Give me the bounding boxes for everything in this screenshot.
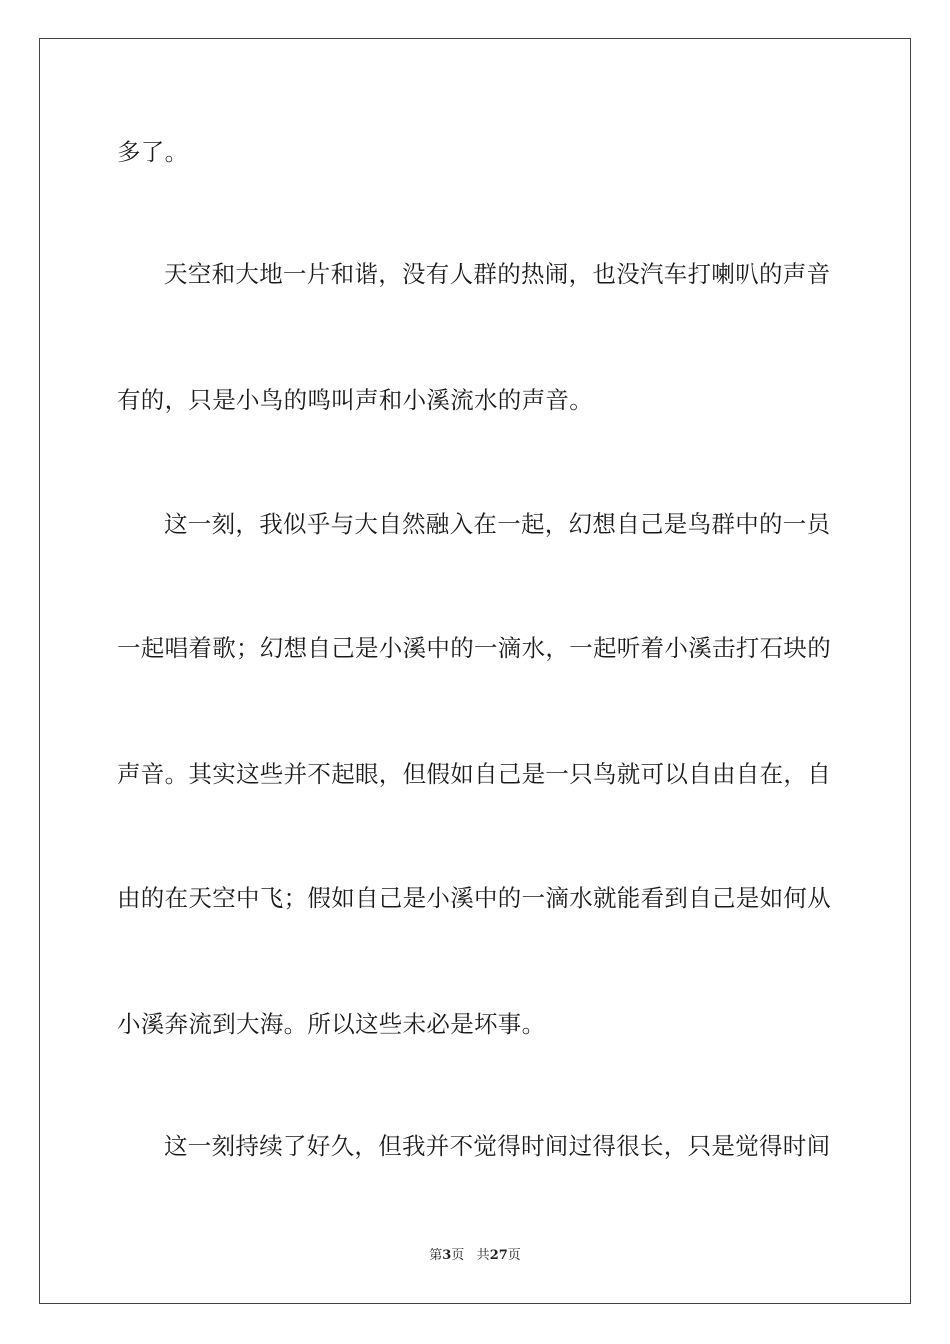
page-footer — [0, 1247, 950, 1265]
text-line-6: 声音。其实这些并不起眼，但假如自己是一只鸟就可以自由自在，自 — [117, 760, 831, 788]
text-line-3: 有的，只是小鸟的鸣叫声和小溪流水的声音。 — [117, 386, 593, 414]
text-line-1: 多了。 — [117, 138, 189, 166]
text-line-8: 小溪奔流到大海。所以这些未必是坏事。 — [117, 1010, 546, 1038]
total-prefix: 共 — [476, 1248, 490, 1263]
current-page-number: 3 — [442, 1248, 452, 1263]
page-suffix: 页 — [451, 1248, 465, 1263]
text-line-5: 一起唱着歌；幻想自己是小溪中的一滴水，一起听着小溪击打石块的 — [117, 634, 831, 662]
paragraph-line-9: 这一刻持续了好久，但我并不觉得时间过得很长，只是觉得时间 — [164, 1132, 831, 1160]
paragraph-line-4: 这一刻，我似乎与大自然融入在一起，幻想自己是鸟群中的一员 — [164, 510, 831, 538]
total-page-count: 27 — [489, 1248, 508, 1263]
page-border — [39, 38, 911, 1304]
page-prefix: 第 — [429, 1248, 443, 1263]
paragraph-line-2: 天空和大地一片和谐，没有人群的热闹，也没汽车打喇叭的声音 — [164, 260, 831, 288]
total-suffix: 页 — [507, 1248, 521, 1263]
text-line-7: 由的在天空中飞；假如自己是小溪中的一滴水就能看到自己是如何从 — [117, 884, 831, 912]
